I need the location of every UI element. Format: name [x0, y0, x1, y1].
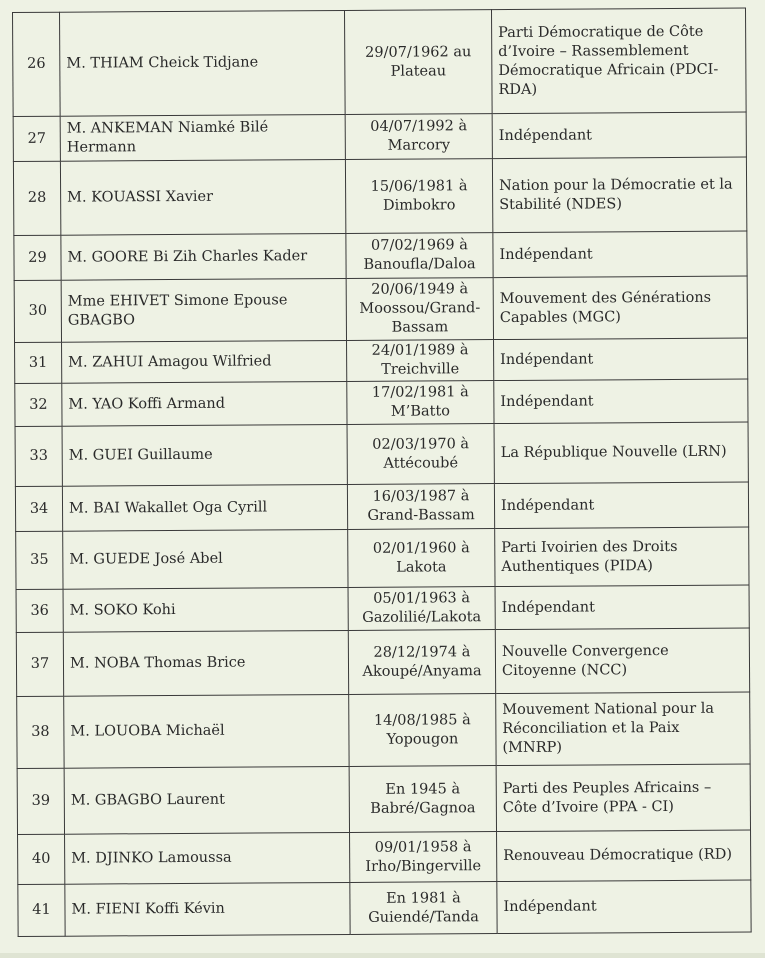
document-page — [12, 12, 746, 937]
candidate-party: Indépendant — [495, 585, 749, 630]
candidate-birth: 17/02/1981 à M’Batto — [347, 381, 494, 425]
candidate-birth: 29/07/1962 au Plateau — [344, 10, 492, 115]
table-row — [15, 422, 748, 486]
candidate-birth: 05/01/1963 à Gazolilié/Lakota — [348, 587, 495, 631]
candidate-birth: 04/07/1992 à Marcory — [345, 114, 492, 160]
table-row — [17, 764, 750, 834]
candidate-party: Parti Démocratique de Côte d’Ivoire – Rassemblement Démocratique Africain (PDCI-RDA) — [491, 8, 746, 114]
candidate-number: 33 — [15, 426, 62, 486]
candidate-birth: 14/08/1985 à Yopougon — [349, 694, 496, 767]
table-row — [13, 157, 746, 235]
candidate-name: M. SOKO Kohi — [63, 587, 348, 632]
candidate-number: 32 — [15, 383, 62, 426]
candidate-name: M. ZAHUI Amagou Wilfried — [62, 340, 347, 383]
candidate-name: M. KOUASSI Xavier — [60, 159, 345, 235]
candidates-table — [12, 8, 752, 937]
candidate-name: M. GBAGBO Laurent — [64, 766, 349, 834]
candidate-party: Nation pour la Démocratie et la Stabilité (NDES) — [492, 157, 746, 233]
table-row — [16, 527, 749, 589]
table-row — [15, 338, 748, 383]
table-row — [17, 692, 750, 768]
candidate-number: 26 — [13, 12, 61, 116]
candidate-name: M. GOORE Bi Zih Charles Kader — [61, 233, 346, 280]
page-bottom-edge — [0, 953, 765, 958]
candidate-birth: 09/01/1958 à Irho/Bingerville — [350, 832, 497, 883]
table-row — [16, 585, 749, 632]
candidate-party: Nouvelle Convergence Citoyenne (NCC) — [495, 628, 749, 694]
candidate-party: Indépendant — [494, 379, 748, 424]
candidate-number: 31 — [15, 342, 62, 383]
candidate-number: 27 — [13, 116, 60, 161]
candidate-party: La République Nouvelle (LRN) — [494, 422, 748, 484]
candidate-birth: 16/03/1987 à Grand-Bassam — [347, 484, 494, 530]
candidates-table-body — [13, 8, 752, 936]
candidate-number: 40 — [18, 834, 65, 884]
candidate-name: M. LOUOBA Michaël — [64, 694, 349, 768]
candidate-name: M. GUEDE José Abel — [63, 529, 348, 589]
candidate-number: 39 — [17, 768, 64, 834]
candidate-number: 36 — [16, 589, 63, 632]
candidate-birth: 24/01/1989 à Treichville — [347, 340, 494, 382]
candidate-number: 28 — [13, 161, 60, 235]
table-row — [16, 628, 749, 696]
candidate-birth: En 1981 à Guiendé/Tanda — [350, 882, 497, 935]
candidate-party: Indépendant — [494, 482, 748, 529]
candidate-number: 34 — [15, 486, 62, 531]
candidate-birth: 15/06/1981 à Dimbokro — [345, 159, 492, 234]
candidate-number: 41 — [18, 884, 65, 936]
candidate-name: M. BAI Wakallet Oga Cyrill — [62, 484, 347, 531]
candidate-number: 35 — [16, 531, 63, 589]
candidate-birth: 28/12/1974 à Akoupé/Anyama — [348, 630, 495, 695]
candidate-name: M. NOBA Thomas Brice — [63, 630, 348, 696]
candidate-name: M. FIENI Koffi Kévin — [65, 882, 350, 936]
candidate-party: Mouvement des Générations Capables (MGC) — [493, 276, 747, 340]
table-row — [14, 231, 747, 280]
candidate-name: M. THIAM Cheick Tidjane — [60, 10, 346, 116]
candidate-number: 38 — [17, 696, 64, 768]
candidate-party: Parti Ivoirien des Droits Authentiques (PIDA) — [495, 527, 749, 587]
candidate-party: Indépendant — [494, 338, 748, 381]
table-row — [18, 830, 751, 884]
table-row — [15, 379, 748, 426]
candidate-name: M. YAO Koffi Armand — [62, 381, 347, 426]
candidate-number: 37 — [16, 632, 63, 696]
candidate-party: Indépendant — [492, 112, 746, 159]
candidate-name: M. DJINKO Lamoussa — [65, 832, 350, 884]
candidate-number: 29 — [14, 235, 61, 280]
candidate-birth: 20/06/1949 à Moossou/Grand-Bassam — [346, 278, 493, 341]
candidate-name: M. GUEI Guillaume — [62, 424, 347, 486]
candidate-number: 30 — [14, 280, 61, 342]
table-row — [13, 8, 747, 116]
candidate-party: Parti des Peuples Africains – Côte d’Ivoire (PPA - CI) — [496, 764, 750, 832]
candidate-birth: En 1945 à Babré/Gagnoa — [349, 766, 496, 833]
table-row — [13, 112, 746, 161]
candidate-name: M. ANKEMAN Niamké Bilé Hermann — [60, 114, 345, 161]
candidate-party: Mouvement National pour la Réconciliation et la Paix (MNRP) — [496, 692, 750, 766]
candidate-name: Mme EHIVET Simone Epouse GBAGBO — [61, 278, 346, 342]
candidate-birth: 07/02/1969 à Banoufla/Daloa — [346, 233, 493, 279]
candidate-birth: 02/01/1960 à Lakota — [348, 529, 495, 588]
table-row — [18, 880, 751, 936]
candidate-birth: 02/03/1970 à Attécoubé — [347, 424, 494, 485]
candidate-party: Renouveau Démocratique (RD) — [497, 830, 751, 882]
candidate-party: Indépendant — [497, 880, 751, 934]
candidate-party: Indépendant — [493, 231, 747, 278]
table-row — [15, 482, 748, 531]
table-row — [14, 276, 747, 342]
